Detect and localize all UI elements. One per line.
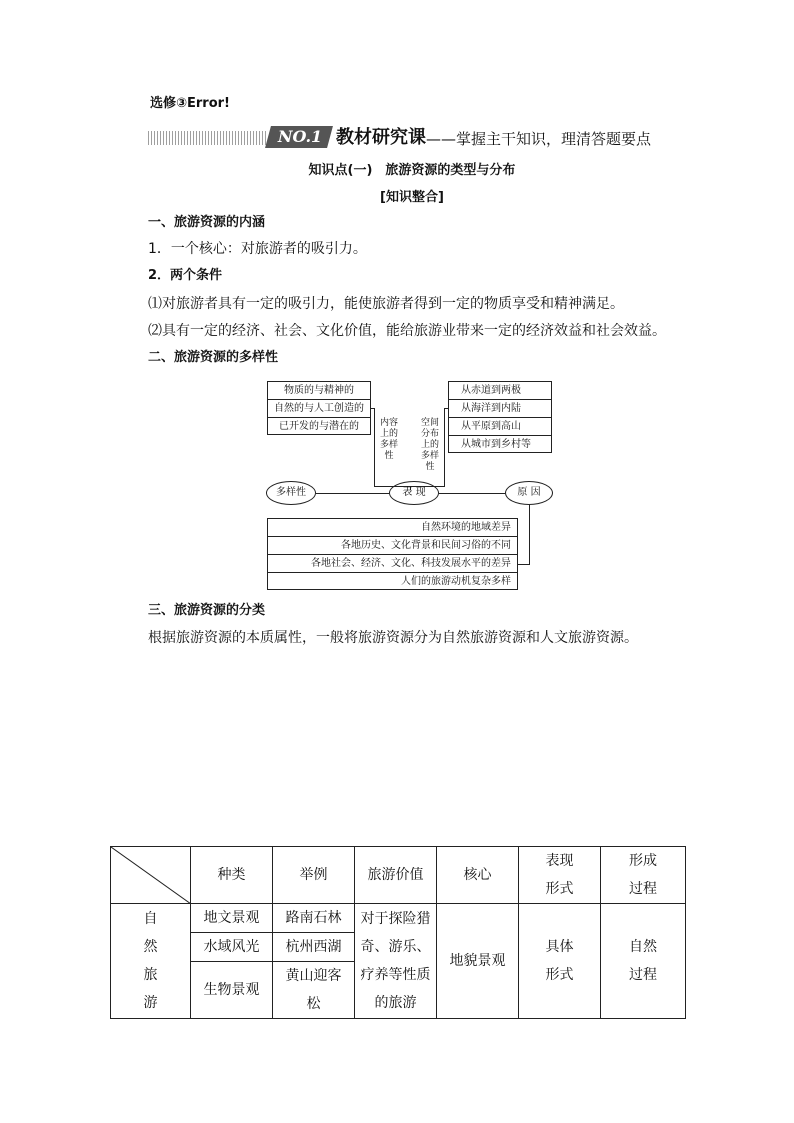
content-connector xyxy=(374,408,375,486)
content-item: 物质的与精神的 xyxy=(268,382,370,400)
reason-connector xyxy=(529,505,530,565)
header-cell: 举例 xyxy=(273,847,355,904)
table-header-row xyxy=(111,847,686,904)
category-char: 旅 xyxy=(143,967,158,983)
header-title: 教材研究课 xyxy=(336,127,426,148)
space-item: 从平原到高山 xyxy=(449,418,551,436)
category-char: 自 xyxy=(143,911,158,927)
space-item: 从赤道到两极 xyxy=(449,382,551,400)
form-cell xyxy=(519,904,601,1019)
reason-item: 各地历史、文化背景和民间习俗的不同 xyxy=(268,537,517,555)
header-subtitle: ——掌握主干知识，理清答题要点 xyxy=(426,130,652,148)
process-text: 自然过程 xyxy=(629,939,657,983)
header-cell: 旅游价值 xyxy=(355,847,437,904)
header-form-text: 表现形式 xyxy=(545,853,574,897)
diagonal-header-cell xyxy=(111,847,191,904)
header-cell xyxy=(601,847,686,904)
space-connector xyxy=(444,408,445,486)
part3-text: 根据旅游资源的本质属性，一般将旅游资源分为自然旅游资源和人文旅游资源。 xyxy=(148,630,638,646)
content-list-box xyxy=(267,381,371,435)
section-heading: 知识点(一) 旅游资源的类型与分布 xyxy=(308,163,516,178)
table-row xyxy=(111,904,686,933)
content-item: 自然的与人工创造的 xyxy=(268,400,370,418)
part1-cond1: ⑴对旅游者具有一定的吸引力，能使旅游者得到一定的物质享受和精神满足。 xyxy=(148,296,624,312)
part1-item1: 1．一个核心：对旅游者的吸引力。 xyxy=(148,241,367,257)
section-tag: [知识整合] xyxy=(380,190,444,205)
header-cell: 种类 xyxy=(191,847,273,904)
category-char: 然 xyxy=(143,939,158,955)
space-item: 从城市到乡村等 xyxy=(461,439,531,450)
header-badge: NO.1 xyxy=(277,127,323,146)
diversity-node: 多样性 xyxy=(266,481,316,505)
diversity-expression-line xyxy=(316,493,389,494)
content-diversity-label: 内容上的多样性 xyxy=(379,418,398,461)
value-cell xyxy=(355,904,437,1019)
header-prefix: 选修③Error! xyxy=(150,96,230,111)
value-text: 对于探险猎奇、游乐、疗养等性质的旅游 xyxy=(360,911,431,1011)
type-cell: 地文景观 xyxy=(191,904,273,933)
example-cell xyxy=(273,962,355,1019)
part1-title: 一、旅游资源的内涵 xyxy=(148,215,266,230)
content-item: 已开发的与潜在的 xyxy=(279,421,359,432)
expression-reason-line xyxy=(439,493,505,494)
example-text: 黄山迎客松 xyxy=(285,968,342,1012)
core-cell: 地貌景观 xyxy=(437,904,519,1019)
expression-node: 表 现 xyxy=(389,481,439,505)
space-diversity-label: 空间分布上的多样性 xyxy=(420,418,439,472)
part1-item2: 2．两个条件 xyxy=(148,268,223,283)
diagonal-line xyxy=(111,847,191,904)
space-item: 从海洋到内陆 xyxy=(449,400,551,418)
type-cell: 生物景观 xyxy=(191,962,273,1019)
example-cell: 路南石林 xyxy=(273,904,355,933)
header-dotted-band xyxy=(148,131,268,145)
category-cell xyxy=(111,904,191,1019)
reason-connector-foot xyxy=(517,564,530,565)
reason-list-box xyxy=(267,518,518,590)
space-list-box xyxy=(448,381,552,453)
reason-node: 原 因 xyxy=(505,481,553,505)
type-cell: 水域风光 xyxy=(191,933,273,962)
process-cell xyxy=(601,904,686,1019)
reason-item: 各地社会、经济、文化、科技发展水平的差异 xyxy=(268,555,517,573)
part3-title: 三、旅游资源的分类 xyxy=(148,603,266,618)
reason-item: 人们的旅游动机复杂多样 xyxy=(401,576,511,587)
classification-table xyxy=(110,846,686,1019)
part2-title: 二、旅游资源的多样性 xyxy=(148,350,279,365)
header-process-text: 形成过程 xyxy=(629,853,657,897)
header-cell: 核心 xyxy=(437,847,519,904)
header-cell xyxy=(519,847,601,904)
example-cell: 杭州西湖 xyxy=(273,933,355,962)
part1-cond2: ⑵具有一定的经济、社会、文化价值，能给旅游业带来一定的经济效益和社会效益。 xyxy=(148,323,666,339)
form-text: 具体形式 xyxy=(545,939,574,983)
reason-item: 自然环境的地域差异 xyxy=(268,519,517,537)
category-char: 游 xyxy=(143,995,158,1011)
